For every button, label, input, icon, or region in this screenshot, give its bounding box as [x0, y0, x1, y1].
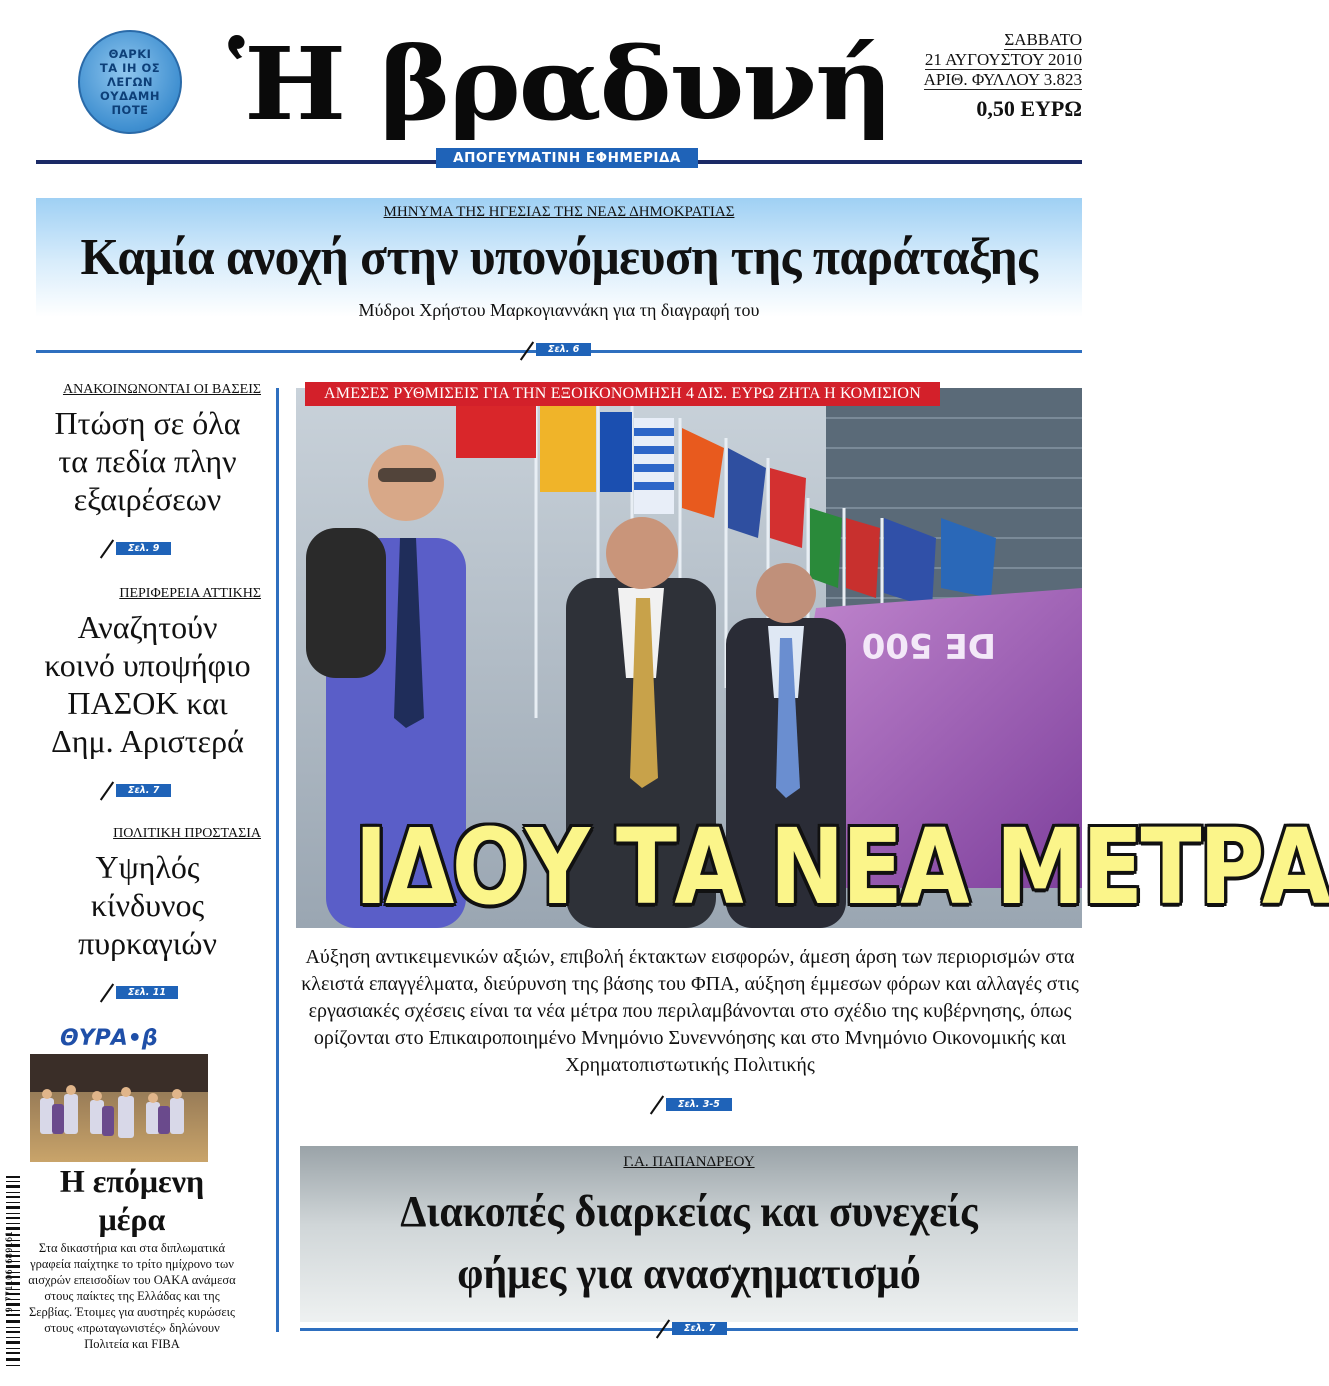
basketball-scene-image: [30, 1054, 208, 1162]
left-item-1-line: τα πεδία πλην: [58, 443, 237, 479]
issue-day: ΣΑΒΒΑΤΟ: [1004, 30, 1082, 49]
top-story-pageref[interactable]: [524, 340, 614, 362]
main-story-red-kicker: ΑΜΕΣΕΣ ΡΥΘΜΙΣΕΙΣ ΓΙΑ ΤΗΝ ΕΞΟΙΚΟΝΟΜΗΣΗ 4 ΔΙΣ. ΕΥΡΩ ΖΗΤΑ Η ΚΟΜΙΣΙΟΝ: [305, 382, 940, 406]
left-item-3-line: Υψηλός: [95, 849, 200, 885]
left-item-1-line: εξαιρέσεων: [73, 481, 222, 517]
issue-info: [892, 30, 1082, 124]
top-story-pageref-label: Σελ. 6: [536, 343, 591, 356]
thyra-headline-line: Η επόμενη: [59, 1163, 205, 1199]
seal-line: ΛΕΓΩΝ: [107, 75, 153, 89]
top-story-deck: Μύδροι Χρήστου Μαρκογιαννάκη για τη διαγραφή του: [358, 300, 760, 320]
top-story-kicker: ΜΗΝΥΜΑ ΤΗΣ ΗΓΕΣΙΑΣ ΤΗΣ ΝΕΑΣ ΔΗΜΟΚΡΑΤΙΑΣ: [383, 204, 735, 220]
left-item-2-kicker: ΠΕΡΙΦΕΡΕΙΑ ΑΤΤΙΚΗΣ: [119, 586, 261, 601]
left-item-2[interactable]: [20, 586, 275, 760]
left-item-1-line: Πτώση σε όλα: [54, 405, 241, 441]
masthead-subtitle: ΑΠΟΓΕΥΜΑΤΙΝΗ ΕΦΗΜΕΡΙΔΑ: [436, 148, 698, 168]
bottom-story-headline-line: φήμες για ανασχηματισμό: [457, 1249, 921, 1298]
left-item-3-pageref-label: Σελ. 11: [116, 986, 178, 999]
main-story-pageref-label: Σελ. 3-5: [666, 1098, 732, 1111]
bottom-story-banner[interactable]: [300, 1146, 1078, 1322]
pageref-slash: [100, 983, 114, 1002]
pageref-slash: [100, 781, 114, 800]
thyra-photo[interactable]: [30, 1054, 208, 1162]
top-story-headline[interactable]: Καμία ανοχή στην υπονόμευση της παράταξης: [80, 229, 1038, 286]
left-item-1[interactable]: [20, 382, 275, 518]
thyra-headline-line: μέρα: [98, 1201, 166, 1237]
left-item-2-line: κοινό υποψήφιο: [44, 647, 251, 683]
barcode-number: 9 771106 689161: [5, 1231, 15, 1313]
pageref-slash: [650, 1095, 664, 1114]
left-item-2-pageref[interactable]: [104, 780, 194, 802]
column-divider: [276, 388, 279, 1332]
left-item-3-kicker: ΠΟΛΙΤΙΚΗ ΠΡΟΣΤΑΣΙΑ: [113, 826, 261, 841]
thyra-story[interactable]: [26, 1162, 238, 1352]
logo-seal: [78, 30, 182, 134]
thyra-text: Στα δικαστήρια και στα διπλωματικά γραφεία παίχτηκε το τρίτο ημίχρονο των αισχρών επεισοδίων του ΟΑΚΑ ανάμεσα στους παίκτες της Ελλάδας και της Σερβίας. Έτοιμες για αυστηρές κυρώσεις στους «πρωταγωνιστές» δηλώνουν Πολιτεία και FIBA: [28, 1241, 236, 1351]
issue-date: 21 ΑΥΓΟΥΣΤΟΥ 2010: [924, 50, 1082, 69]
left-item-2-pageref-label: Σελ. 7: [116, 784, 171, 797]
main-story-body: Αύξηση αντικειμενικών αξιών, επιβολή έκτακτων εισφορών, άμεση άρση των περιορισμών στα κλειστά επαγγέλματα, διεύρυνση της βάσης του ΦΠΑ, αύξηση έμμεσων φόρων και αλλαγές στις εργασιακές σχέσεις είναι τα νέα μέτρα που περιλαμβάνονται στο σχέδιο της κυβέρνησης, όπως ορίζονται στο Επικαιροποιημένο Μνημόνιο Συνεννόησης και στο Μνημόνιο Οικονομικής και Χρηματοπιστωτικής Πολιτικής: [301, 946, 1079, 1076]
left-item-1-pageref-label: Σελ. 9: [116, 542, 171, 555]
left-item-2-line: ΠΑΣΟΚ και: [67, 685, 228, 721]
issue-price: 0,50 ΕΥΡΩ: [976, 96, 1082, 121]
left-item-3[interactable]: [20, 826, 275, 962]
bottom-story-headline-line: Διακοπές διαρκείας και συνεχείς: [400, 1187, 978, 1236]
pageref-slash: [100, 539, 114, 558]
bottom-story-pageref[interactable]: [660, 1318, 750, 1340]
main-story-pageref[interactable]: [654, 1094, 764, 1116]
banknote-text: DE 500: [861, 625, 996, 665]
bottom-story-kicker: Γ.Α. ΠΑΠΑΝΔΡΕΟΥ: [623, 1154, 755, 1170]
seal-line: ΘΑΡΚΙ: [108, 47, 152, 61]
seal-line: ΤΑ ΙΗ ΟΣ: [99, 61, 161, 75]
left-item-3-pageref[interactable]: [104, 982, 194, 1004]
main-story-headline[interactable]: ΙΔΟΥ ΤΑ ΝΕΑ ΜΕΤΡΑ: [354, 806, 1329, 928]
top-story-banner: [36, 198, 1082, 338]
newspaper-title: Ἡ βραδυνή: [228, 25, 892, 143]
issue-number: ΑΡΙΘ. ΦΥΛΛΟΥ 3.823: [923, 70, 1082, 89]
left-item-3-line: κίνδυνος: [90, 887, 205, 923]
left-item-1-kicker: ΑΝΑΚΟΙΝΩΝΟΝΤΑΙ ΟΙ ΒΑΣΕΙΣ: [62, 382, 261, 397]
left-item-2-line: Δημ. Αριστερά: [51, 723, 244, 759]
seal-line: ΠΟΤΕ: [111, 103, 149, 117]
seal-line: ΟΥΔΑΜΗ: [100, 89, 160, 103]
bottom-story-pageref-label: Σελ. 7: [672, 1322, 727, 1335]
left-item-1-pageref[interactable]: [104, 538, 194, 560]
thyra-label: ΘΥΡΑ•β: [60, 1026, 158, 1051]
left-item-3-line: πυρκαγιών: [78, 925, 217, 961]
left-item-2-line: Αναζητούν: [77, 609, 218, 645]
